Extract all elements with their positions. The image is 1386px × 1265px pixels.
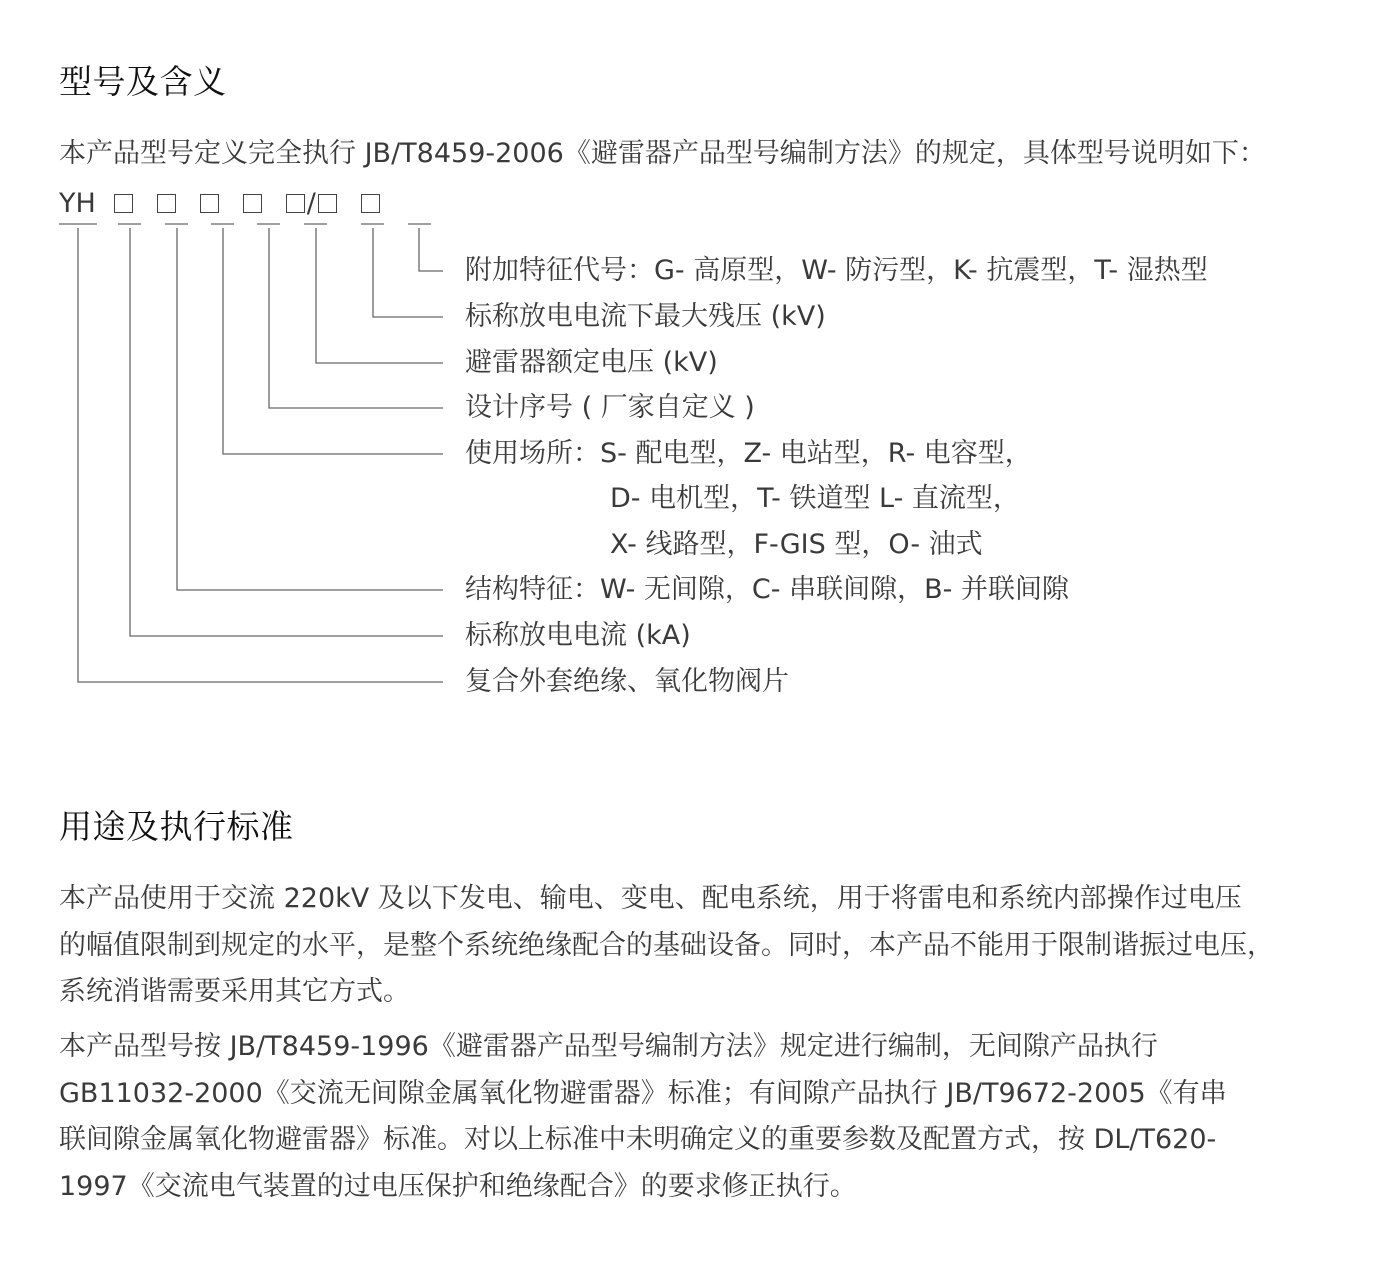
usage-paragraph-1 [59,876,1329,1016]
connector-slot-4 [269,228,443,408]
usage-p2-line-2: GB11032-2000《交流无间隙金属氧化物避雷器》标准；有间隙产品执行 JB/T9672-2005《有串 [59,1077,1227,1109]
usage-p2-line-1: 本产品型号按 JB/T8459-1996《避雷器产品型号编制方法》规定进行编制，无间隙产品执行 [59,1031,1158,1062]
usage-p2-line-3: 联间隙金属氧化物避雷器》标准。对以上标准中未明确定义的重要参数及配置方式，按 DL/T620- [59,1124,1217,1155]
usage-paragraph-2 [59,1024,1329,1210]
desc-usage-location-cont-1: D- 电机型，T- 铁道型 L- 直流型， [610,483,1020,514]
connector-slot-2 [177,228,443,590]
usage-p1-line-1: 本产品使用于交流 220kV 及以下发电、输电、变电、配电系统，用于将雷电和系统内部操作过电压 [59,883,1242,914]
desc-design-number: 设计序号 ( 厂家自定义 ) [465,392,755,423]
usage-p1-line-2: 的幅值限制到规定的水平，是整个系统绝缘配合的基础设备。同时，本产品不能用于限制谐振过电压， [59,929,1274,961]
desc-additional-feature: 附加特征代号：G- 高原型，W- 防污型，K- 抗震型，T- 湿热型 [465,255,1208,286]
usage-p2-line-4: 1997《交流电气装置的过电压保护和绝缘配合》的要求修正执行。 [59,1170,857,1202]
model-slash: / [306,188,316,219]
desc-usage-location: 使用场所：S- 配电型，Z- 电站型，R- 电容型， [465,438,1032,469]
connector-yh [78,228,443,682]
connector-slot-7 [419,228,443,271]
section-title-usage: 用途及执行标准 [59,807,294,846]
desc-nominal-discharge-current: 标称放电电流 (kA) [465,620,691,651]
model-intro-line: 本产品型号定义完全执行 JB/T8459-2006《避雷器产品型号编制方法》的规定，具体型号说明如下： [59,138,1266,169]
desc-structure-feature: 结构特征：W- 无间隙，C- 串联间隙，B- 并联间隙 [465,574,1069,605]
usage-p1-line-3: 系统消谐需要采用其它方式。 [59,976,410,1007]
connector-slot-6 [373,228,443,317]
desc-rated-voltage: 避雷器额定电压 (kV) [465,347,718,378]
connector-slot-5 [316,228,443,363]
section-title-model: 型号及含义 [59,62,227,101]
desc-composite-housing: 复合外套绝缘、氧化物阀片 [465,666,789,697]
model-prefix: YH [59,188,96,219]
desc-usage-location-cont-2: X- 线路型，F-GIS 型，O- 油式 [610,529,983,560]
connector-slot-3 [223,228,443,454]
desc-max-residual-voltage: 标称放电电流下最大残压 (kV) [465,301,826,332]
